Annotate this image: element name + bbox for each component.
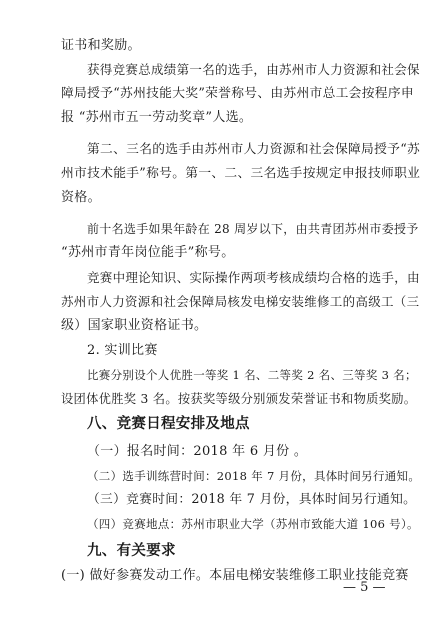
text-line-qualified-2: 苏州市人力资源和社会保障局核发电梯安装维修工的高级工（三 [61, 294, 420, 309]
text-line-first-place-1: 获得竞赛总成绩第一名的选手，由苏州市人力资源和社会保 [87, 62, 420, 77]
text-line-mobilization: (一) 做好参赛发动工作。本届电梯安装维修工职业技能竞赛 [61, 568, 409, 583]
text-line-certificates: 证书和奖励。 [61, 38, 141, 53]
text-line-qualified-1: 竞赛中理论知识、实际操作两项考核成绩均合格的选手，由 [87, 270, 420, 285]
text-line-first-place-2: 障局授予“苏州技能大奖”荣誉称号、由苏州市总工会按程序申 [61, 86, 414, 101]
text-line-top-ten-2: “苏州市青年岗位能手”称号。 [61, 245, 235, 260]
text-line-registration: （一）报名时间：2018 年 6 月份 。 [87, 444, 308, 459]
text-line-qualified-3: 级）国家职业资格证书。 [61, 318, 208, 333]
text-line-training-camp: （二）选手训练营时间：2018 年 7 月份，具体时间另行通知。 [87, 469, 421, 483]
page-number: — 5 — [343, 580, 386, 595]
section-heading-schedule: 八、竞赛日程安排及地点 [87, 416, 250, 432]
text-line-second-third-3: 资格。 [61, 190, 101, 205]
text-line-second-third-2: 州市技术能手”称号。第一、二、三名选手按规定申报技师职业 [61, 166, 421, 181]
section-subtitle-practical: 2. 实训比赛 [87, 343, 158, 358]
text-line-awards-2: 设团体优胜奖 3 名。按获奖等级分别颁发荣誉证书和物质奖励。 [61, 392, 417, 406]
text-line-first-place-3: 报 “苏州市五一劳动奖章”人选。 [61, 110, 253, 125]
text-line-top-ten-1: 前十名选手如果年龄在 28 周岁以下，由共青团苏州市委授予 [87, 222, 419, 236]
section-heading-requirements: 九、有关要求 [87, 543, 176, 559]
text-line-second-third-1: 第二、三名的选手由苏州市人力资源和社会保障局授予“苏 [87, 142, 421, 157]
text-line-competition-time: （三）竞赛时间：2018 年 7 月份，具体时间另行通知。 [87, 492, 417, 507]
text-line-venue: （四）竞赛地点：苏州市职业大学（苏州市致能大道 106 号）。 [87, 517, 419, 531]
text-line-awards-1: 比赛分别设个人优胜一等奖 1 名、二等奖 2 名、三等奖 3 名； [87, 368, 417, 382]
